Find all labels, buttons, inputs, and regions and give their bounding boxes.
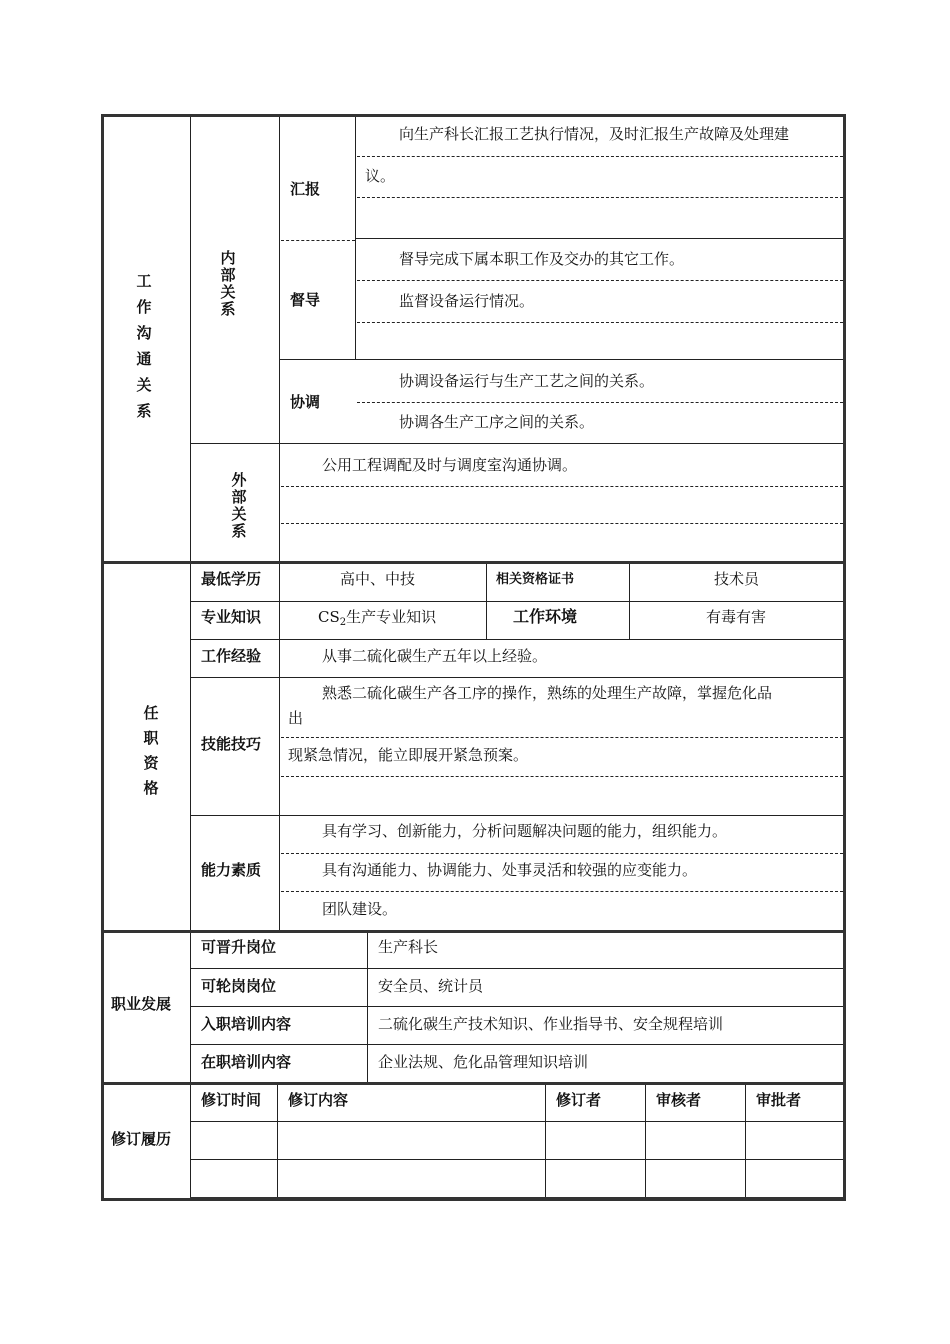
section-label-char: 系 [136, 402, 152, 420]
knowledge-label: 专业知识 [201, 608, 262, 626]
external-line-1: 公用工程调配及时与调度室沟通协调。 [322, 456, 578, 474]
revision-header: 修订者 [556, 1091, 602, 1109]
label-char: 关 [231, 505, 247, 523]
divider [745, 1085, 746, 1198]
coordinate-label: 协调 [290, 393, 321, 411]
knowledge-value [318, 608, 436, 632]
section-label-char: 职 [143, 729, 159, 747]
dashed-rule [357, 402, 843, 403]
dashed-rule [357, 197, 843, 198]
divider [190, 1159, 843, 1160]
knowledge-value-subscript: 2 [339, 617, 347, 628]
career-row-label: 可轮岗岗位 [201, 977, 277, 995]
skills-line-1: 熟悉二硫化碳生产各工序的操作，熟练的处理生产故障，掌握危化品 [322, 684, 773, 702]
environment-label: 工作环境 [513, 607, 578, 626]
divider [629, 564, 630, 640]
label-char: 部 [231, 488, 247, 506]
career-row-value: 企业法规、危化品管理知识培训 [378, 1053, 589, 1071]
career-row-value: 安全员、统计员 [378, 977, 484, 995]
dashed-rule [281, 486, 843, 487]
divider [190, 1085, 191, 1198]
dashed-rule [281, 891, 843, 892]
divider [190, 968, 843, 969]
divider [190, 564, 191, 930]
revision-header: 修订时间 [201, 1091, 262, 1109]
label-char: 外 [231, 471, 247, 489]
knowledge-value-prefix: CS [318, 608, 340, 626]
skills-label: 技能技巧 [201, 735, 262, 753]
divider [190, 815, 843, 816]
supervise-line-1: 督导完成下属本职工作及交办的其它工作。 [399, 250, 685, 268]
revision-header: 审核者 [656, 1091, 702, 1109]
skills-line-2: 现紧急情况，能立即展开紧急预案。 [288, 746, 529, 764]
label-char: 内 [220, 249, 236, 267]
section-label-career: 职业发展 [111, 995, 172, 1013]
divider [367, 933, 368, 1082]
divider [281, 240, 355, 241]
divider [279, 443, 280, 561]
career-row-value: 二硫化碳生产技术知识、作业指导书、安全规程培训 [378, 1015, 724, 1033]
divider [279, 564, 280, 930]
section-label-char: 工 [136, 272, 152, 290]
divider [645, 1085, 646, 1198]
dashed-rule [357, 156, 843, 157]
min-education-label: 最低学历 [201, 570, 262, 588]
certificate-label: 相关资格证书 [496, 572, 575, 587]
section-label-char: 作 [136, 298, 152, 316]
label-char: 系 [231, 522, 247, 540]
divider [486, 564, 487, 640]
report-label: 汇报 [290, 180, 321, 198]
dashed-rule [357, 322, 843, 323]
dashed-rule [281, 853, 843, 854]
divider [103, 930, 846, 933]
section-label-work-relations [134, 268, 154, 424]
min-education-value: 高中、中技 [340, 570, 416, 588]
report-line-2: 议。 [365, 167, 396, 185]
divider [190, 1197, 846, 1200]
section-label-char: 通 [136, 350, 152, 368]
section-label-char: 关 [136, 376, 152, 394]
divider [277, 1085, 278, 1198]
experience-label: 工作经验 [201, 647, 262, 665]
section-label-char: 任 [143, 704, 159, 722]
divider [190, 1044, 843, 1045]
section-label-char: 沟 [136, 324, 152, 342]
career-row-label: 入职培训内容 [201, 1015, 292, 1033]
dashed-rule [281, 523, 843, 524]
label-char: 关 [220, 283, 236, 301]
dashed-rule [281, 776, 843, 777]
divider [103, 1082, 846, 1085]
ability-label: 能力素质 [201, 861, 262, 879]
section-label-qualification [141, 701, 161, 801]
environment-value: 有毒有害 [706, 608, 767, 626]
divider [190, 601, 843, 602]
divider [190, 639, 843, 640]
divider [190, 117, 191, 561]
divider [190, 1006, 843, 1007]
divider [190, 677, 843, 678]
section-label-char: 资 [143, 754, 159, 772]
supervise-label: 督导 [290, 291, 321, 309]
supervise-line-2: 监督设备运行情况。 [399, 292, 535, 310]
skills-line-1-wrap: 出 [288, 709, 304, 727]
knowledge-value-suffix: 生产专业知识 [346, 608, 437, 626]
report-line-1: 向生产科长汇报工艺执行情况，及时汇报生产故障及处理建 [399, 125, 790, 143]
experience-value: 从事二硫化碳生产五年以上经验。 [322, 647, 548, 665]
divider [103, 561, 846, 564]
external-relations-label [229, 472, 249, 540]
divider [279, 359, 843, 360]
section-label-revision: 修订履历 [111, 1130, 172, 1148]
dashed-rule [281, 737, 843, 738]
coordinate-line-1: 协调设备运行与生产工艺之间的关系。 [399, 372, 655, 390]
career-row-value: 生产科长 [378, 938, 439, 956]
ability-line-3: 团队建设。 [322, 900, 398, 918]
career-row-label: 可晋升岗位 [201, 938, 277, 956]
divider [190, 933, 191, 1082]
internal-relations-label [218, 250, 238, 318]
divider [190, 1121, 843, 1122]
certificate-value: 技术员 [714, 570, 760, 588]
career-row-label: 在职培训内容 [201, 1053, 292, 1071]
ability-line-2: 具有沟通能力、协调能力、处事灵活和较强的应变能力。 [322, 861, 698, 879]
coordinate-line-2: 协调各生产工序之间的关系。 [399, 413, 595, 431]
divider [545, 1085, 546, 1198]
dashed-rule [357, 280, 843, 281]
divider [355, 238, 843, 239]
ability-line-1: 具有学习、创新能力，分析问题解决问题的能力，组织能力。 [322, 822, 728, 840]
revision-header: 审批者 [756, 1091, 802, 1109]
revision-header: 修订内容 [288, 1091, 349, 1109]
label-char: 部 [220, 266, 236, 284]
divider [279, 117, 280, 444]
divider [190, 443, 843, 444]
label-char: 系 [220, 300, 236, 318]
section-label-char: 格 [143, 779, 159, 797]
